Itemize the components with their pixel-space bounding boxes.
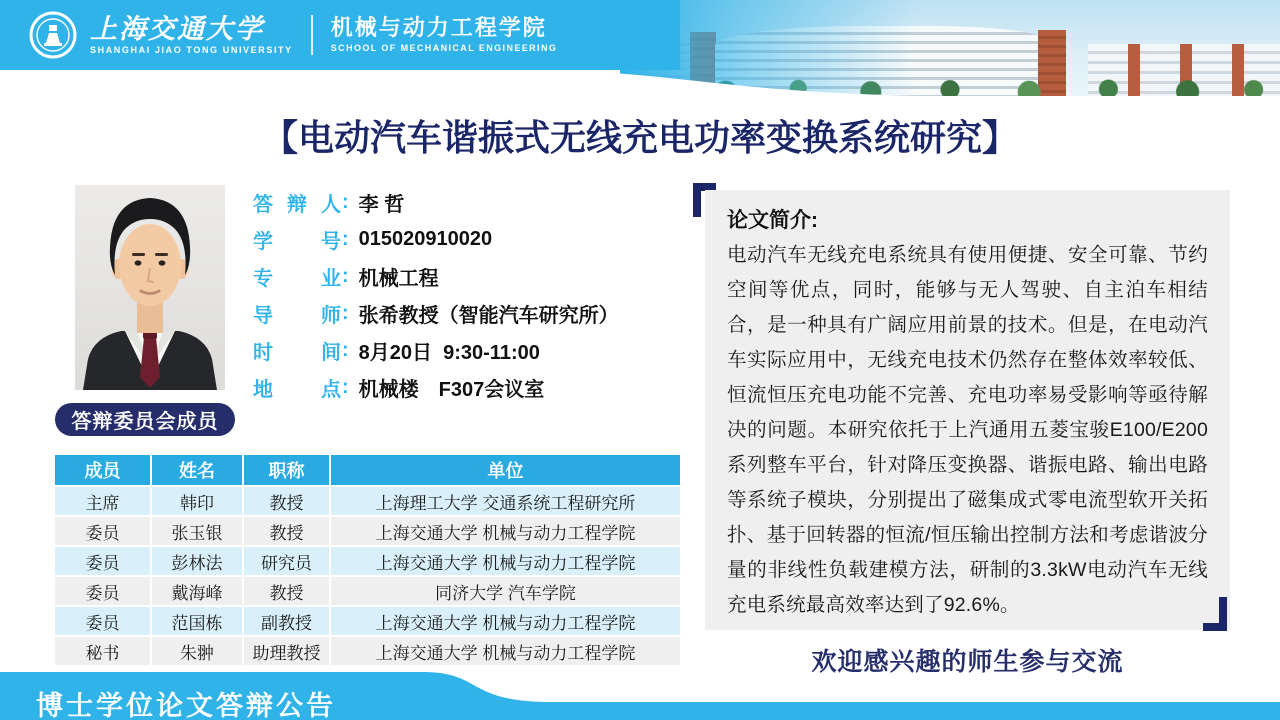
table-cell-title: 副教授 <box>244 607 331 635</box>
logo-block <box>28 8 557 62</box>
table-cell-role: 主席 <box>55 487 152 515</box>
info-field-colon: : <box>342 191 349 213</box>
sjtu-emblem-icon <box>28 10 78 60</box>
table-cell-affiliation: 上海交通大学 机械与动力工程学院 <box>375 523 636 543</box>
table-cell-name: 戴海峰 <box>152 577 244 605</box>
committee-table <box>55 455 680 667</box>
table-row <box>55 607 680 635</box>
table-cell-name: 范国栋 <box>152 607 244 635</box>
info-field-row <box>253 184 683 221</box>
info-field-label: 答辩人 <box>253 194 341 216</box>
table-cell-title: 助理教授 <box>244 637 331 665</box>
info-field-value: 8月20日 9:30-11:00 <box>358 342 540 364</box>
info-field-row <box>253 332 683 369</box>
table-cell-name: 韩印 <box>152 487 244 515</box>
university-name-en: SHANGHAI JIAO TONG UNIVERSITY <box>90 44 293 55</box>
table-row <box>55 577 680 605</box>
info-field-label: 导师 <box>253 305 341 327</box>
info-field-value: 015020910020 <box>358 228 493 250</box>
table-cell-role: 秘书 <box>55 637 152 665</box>
info-field-colon: : <box>342 265 349 287</box>
info-field-colon: : <box>342 302 349 324</box>
page-title: 【电动汽车谐振式无线充电功率变换系统研究】 <box>261 117 1018 158</box>
info-field-row <box>253 369 683 406</box>
candidate-photo <box>75 185 225 390</box>
table-cell-title: 教授 <box>244 487 331 515</box>
info-field-value: 张希教授（智能汽车研究所） <box>358 305 619 327</box>
info-field-label: 时间 <box>253 342 341 364</box>
logo-divider <box>311 15 313 55</box>
table-cell-name: 张玉银 <box>152 517 244 545</box>
school-name-cn: 机械与动力工程学院 <box>330 14 547 40</box>
info-field-value: 机械楼 F307会议室 <box>358 379 545 401</box>
table-cell-affiliation: 上海交通大学 机械与动力工程学院 <box>375 553 636 573</box>
info-field-label: 地点 <box>253 379 341 401</box>
table-cell-name: 朱翀 <box>152 637 244 665</box>
school-name-en: SCHOOL OF MECHANICAL ENGINEERING <box>330 43 558 54</box>
column-header-title: 职称 <box>244 455 331 485</box>
abstract-heading: 论文简介: <box>727 209 818 232</box>
abstract-body: 电动汽车无线充电系统具有使用便捷、安全可靠、节约空间等优点，同时，能够与无人驾驶、自主泊车相结合，是一种具有广阔应用前景的技术。但是，在电动汽车实际应用中，无线充电技术仍然存在整体效率较低、恒流恒压充电功能不完善、充电功率易受影响等亟待解决的问题。本研究依托于上汽通用五菱宝骏E100/E200系列整车平台，针对降压变换器、谐振电路、输出电路等系统子模块，分别提出了磁集成式零电流型软开关拓扑、基于回转器的恒流/恒压输出控制方法和考虑谐波分量的非线性负载建模方法，研制的3.3kW电动汽车无线充电系统最高效率达到了92.6%。 <box>727 244 1208 616</box>
header-swoosh <box>540 64 1000 104</box>
table-cell-role: 委员 <box>55 547 152 575</box>
footer-title: 博士学位论文答辩公告 <box>36 691 336 720</box>
committee-table-header <box>55 455 680 485</box>
info-field-value: 李 哲 <box>358 194 405 216</box>
welcome-text: 欢迎感兴趣的师生参与交流 <box>811 648 1124 676</box>
table-cell-title: 研究员 <box>244 547 331 575</box>
table-cell-affiliation: 同济大学 汽车学院 <box>435 583 576 603</box>
table-cell-title: 教授 <box>244 517 331 545</box>
info-field-value: 机械工程 <box>358 268 439 290</box>
committee-table-body <box>55 487 680 665</box>
info-field-colon: : <box>342 228 349 250</box>
table-cell-affiliation: 上海交通大学 机械与动力工程学院 <box>375 613 636 633</box>
info-field-colon: : <box>342 376 349 398</box>
table-cell-role: 委员 <box>55 607 152 635</box>
table-cell-title: 教授 <box>244 577 331 605</box>
university-name-cn: 上海交通大学 <box>90 13 264 44</box>
table-cell-affiliation: 上海理工大学 交通系统工程研究所 <box>375 493 636 513</box>
table-row <box>55 547 680 575</box>
info-field-row <box>253 221 683 258</box>
column-header-affiliation: 单位 <box>487 461 524 481</box>
column-header-name: 姓名 <box>152 455 244 485</box>
table-row <box>55 637 680 665</box>
info-field-label: 学号 <box>253 231 341 253</box>
table-cell-name: 彭林法 <box>152 547 244 575</box>
table-cell-role: 委员 <box>55 577 152 605</box>
table-row <box>55 517 680 545</box>
info-field-colon: : <box>342 339 349 361</box>
page-header <box>0 0 1280 100</box>
table-cell-affiliation: 上海交通大学 机械与动力工程学院 <box>375 643 636 663</box>
committee-badge: 答辩委员会成员 <box>55 403 235 436</box>
info-field-row <box>253 258 683 295</box>
defense-info-list <box>253 184 683 406</box>
table-cell-role: 委员 <box>55 517 152 545</box>
column-header-role: 成员 <box>55 455 152 485</box>
corner-bracket-bottom-right-arm <box>1203 623 1227 631</box>
table-row <box>55 487 680 515</box>
abstract-box <box>705 190 1230 630</box>
info-field-label: 专业 <box>253 268 341 290</box>
candidate-portrait-illustration <box>75 185 225 390</box>
info-field-row <box>253 295 683 332</box>
